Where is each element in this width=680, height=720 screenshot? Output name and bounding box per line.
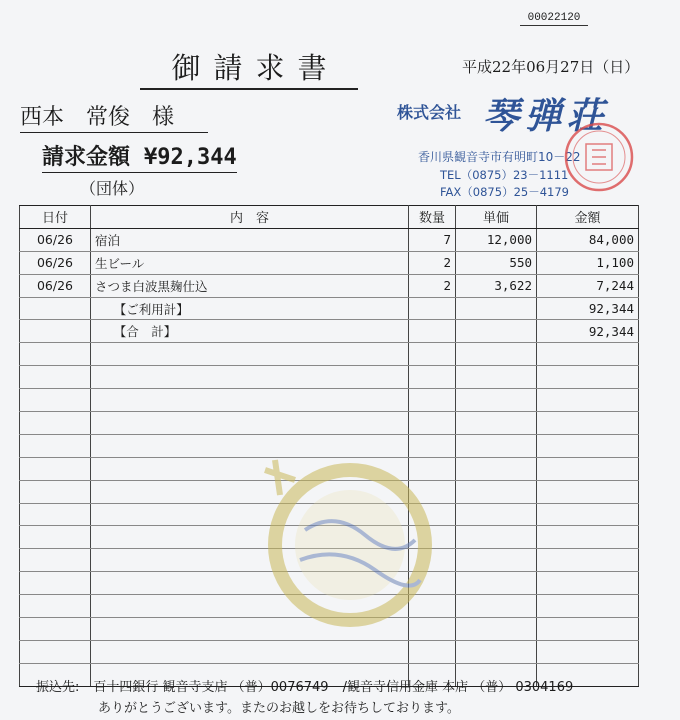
table-row (20, 297, 639, 320)
empty-cell (537, 366, 639, 389)
empty-cell (456, 572, 537, 595)
customer-name: 西本 常俊 様 (20, 104, 208, 133)
empty-cell (456, 343, 537, 366)
row-description: 【合 計】 (91, 320, 409, 343)
empty-cell (456, 434, 537, 457)
header-quantity: 数量 (409, 206, 456, 229)
company-address: 香川県観音寺市有明町10－22 (418, 150, 581, 164)
empty-cell (537, 595, 639, 618)
empty-cell (409, 389, 456, 412)
bank-label: 振込先: (36, 680, 80, 695)
row-description: 【ご利用計】 (91, 297, 409, 320)
empty-cell (537, 480, 639, 503)
empty-cell (456, 480, 537, 503)
row-description: 宿泊 (91, 228, 409, 251)
empty-cell (20, 389, 91, 412)
header-description: 内 容 (91, 206, 409, 229)
empty-cell (456, 640, 537, 663)
red-seal-stamp (562, 120, 636, 194)
table-row (20, 320, 639, 343)
bank-account-1: 百十四銀行 観音寺支店 （普）0076749 (93, 680, 329, 695)
empty-cell (91, 343, 409, 366)
row-unit-price (456, 297, 537, 320)
empty-cell (20, 503, 91, 526)
row-date: 06/26 (20, 274, 91, 297)
watermark-logo (245, 450, 445, 650)
invoice-amount-value: ¥92,344 (144, 145, 237, 170)
row-date (20, 297, 91, 320)
empty-table-row (20, 366, 639, 389)
row-quantity: 2 (409, 274, 456, 297)
empty-cell (20, 618, 91, 641)
row-quantity: 2 (409, 251, 456, 274)
empty-cell (537, 526, 639, 549)
serial-number: 00022120 (520, 12, 588, 26)
empty-table-row (20, 412, 639, 435)
empty-cell (91, 412, 409, 435)
bank-info (36, 676, 587, 695)
row-amount: 7,244 (537, 274, 639, 297)
empty-cell (91, 389, 409, 412)
header-amount: 金額 (537, 206, 639, 229)
empty-cell (537, 389, 639, 412)
empty-cell (20, 595, 91, 618)
row-amount: 1,100 (537, 251, 639, 274)
row-quantity (409, 320, 456, 343)
empty-cell (20, 572, 91, 595)
empty-cell (537, 572, 639, 595)
invoice-date: 平成22年06月27日（日） (462, 58, 640, 76)
empty-table-row (20, 343, 639, 366)
row-unit-price: 550 (456, 251, 537, 274)
table-row (20, 251, 639, 274)
empty-cell (456, 389, 537, 412)
row-date (20, 320, 91, 343)
company-tel: TEL（0875）23－1111 (440, 168, 569, 182)
empty-cell (456, 503, 537, 526)
thanks-message: ありがとうございます。またのお越しをお待ちしております。 (98, 701, 460, 716)
table-row (20, 228, 639, 251)
empty-cell (20, 366, 91, 389)
invoice-amount-line (42, 143, 237, 173)
empty-cell (537, 434, 639, 457)
empty-cell (456, 526, 537, 549)
empty-cell (409, 366, 456, 389)
empty-cell (537, 412, 639, 435)
row-quantity (409, 297, 456, 320)
row-amount: 92,344 (537, 297, 639, 320)
row-description: さつま白波黒麹仕込 (91, 274, 409, 297)
empty-table-row (20, 389, 639, 412)
empty-cell (537, 640, 639, 663)
empty-cell (456, 618, 537, 641)
empty-cell (409, 343, 456, 366)
invoice-amount-label: 請求金額 (42, 144, 131, 170)
row-description: 生ビール (91, 251, 409, 274)
empty-cell (20, 526, 91, 549)
empty-cell (91, 366, 409, 389)
row-unit-price (456, 320, 537, 343)
empty-cell (456, 595, 537, 618)
empty-cell (20, 434, 91, 457)
empty-cell (20, 412, 91, 435)
table-row (20, 274, 639, 297)
empty-cell (456, 549, 537, 572)
row-date: 06/26 (20, 228, 91, 251)
bank-account-2: /観音寺信用金庫 本店 （普） 0304169 (342, 680, 574, 695)
empty-cell (20, 457, 91, 480)
company-type: 株式会社 (397, 103, 462, 122)
empty-cell (20, 343, 91, 366)
empty-cell (537, 343, 639, 366)
row-date: 06/26 (20, 251, 91, 274)
row-amount: 92,344 (537, 320, 639, 343)
empty-cell (409, 412, 456, 435)
empty-cell (537, 503, 639, 526)
empty-cell (20, 480, 91, 503)
empty-cell (456, 366, 537, 389)
row-quantity: 7 (409, 228, 456, 251)
empty-cell (20, 549, 91, 572)
header-date: 日付 (20, 206, 91, 229)
company-name: 琴弾荘 (483, 95, 610, 137)
table-header-row (20, 206, 639, 229)
header-unit-price: 単価 (456, 206, 537, 229)
empty-cell (537, 549, 639, 572)
empty-cell (456, 412, 537, 435)
empty-cell (537, 618, 639, 641)
empty-cell (537, 457, 639, 480)
empty-cell (456, 457, 537, 480)
company-fax: FAX（0875）25－4179 (440, 185, 569, 199)
row-amount: 84,000 (537, 228, 639, 251)
row-unit-price: 12,000 (456, 228, 537, 251)
document-title: 御請求書 (140, 50, 358, 90)
group-label: （団体） (80, 179, 145, 198)
row-unit-price: 3,622 (456, 274, 537, 297)
empty-cell (20, 640, 91, 663)
